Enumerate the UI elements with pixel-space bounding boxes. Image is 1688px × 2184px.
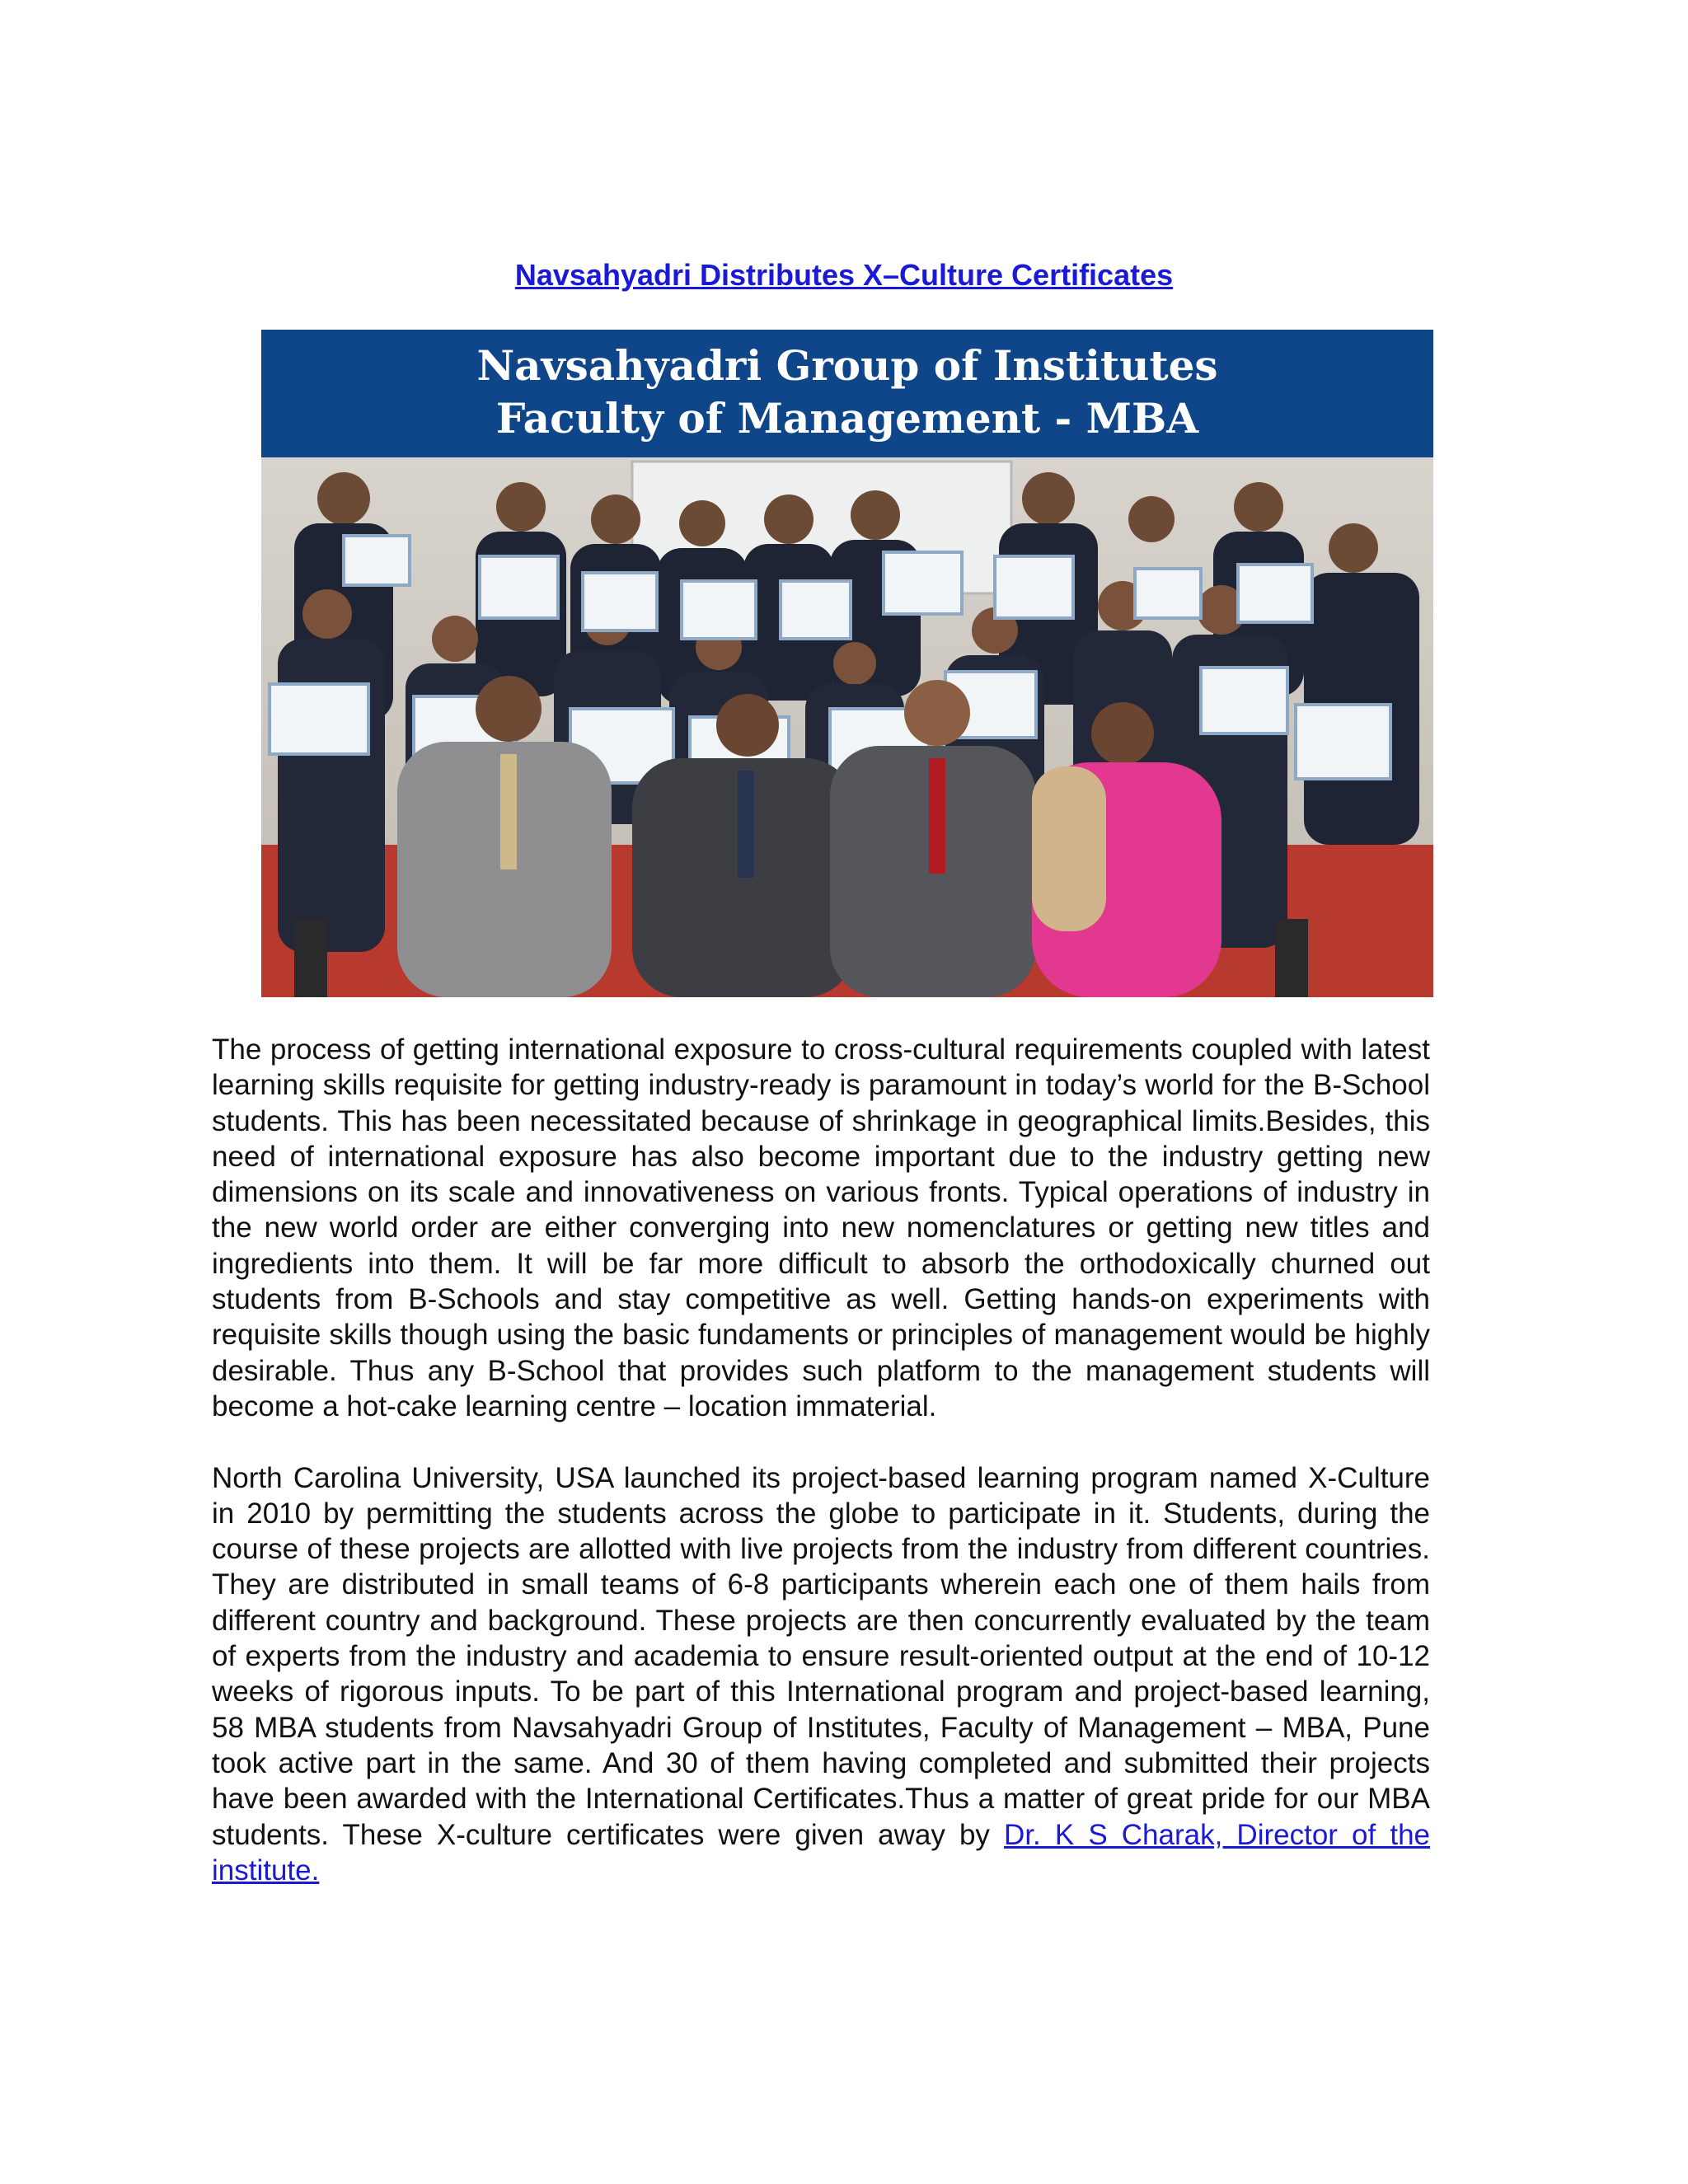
banner-line-1: Navsahyadri Group of Institutes (476, 341, 1218, 390)
paragraph-2 (212, 1460, 1430, 1889)
group-photo-scene (261, 457, 1433, 997)
paragraph-1: The process of getting international exposure to cross-cultural requirements coupled with latest learning skills requisite for getting industry-ready is paramount in today’s world for the B-School students. This has been necessitated because of shrinkage in geographical limits.Besides, this need of international exposure has also become important due to the industry getting new dimensions on its scale and innovativeness on various fronts. Typical operations of industry in the new world order are either converging into new nomenclatures or getting new titles and ingredients into them. It will be far more difficult to absorb the orthodoxically churned out students from B-Schools and stay competitive as well. Getting hands-on experiments with requisite skills though using the basic fundaments or principles of management would be highly desirable. Thus any B-School that provides such platform to the management students will become a hot-cake learning centre – location immaterial. (212, 1033, 1430, 1422)
director-link[interactable]: Dr. K S Charak, Director of the institute. (212, 1818, 1430, 1886)
group-photo (261, 330, 1433, 997)
article-body (212, 1032, 1430, 1924)
page-title[interactable]: Navsahyadri Distributes X–Culture Certificates (514, 258, 1174, 292)
photo-banner-header (261, 330, 1433, 457)
banner-line-2: Faculty of Management - MBA (495, 394, 1199, 443)
paragraph-2-text: North Carolina University, USA launched its project-based learning program named X-Culture in 2010 by permitting the students across the globe to participate in it. Students, during the course of these projects are allotted with live projects from the industry from different countries. They are distributed in small teams of 6-8 participants wherein each one of them hails from different country and background. These projects are then concurrently evaluated by the team of experts from the industry and academia to ensure result-oriented output at the end of 10-12 weeks of rigorous inputs. To be part of this International program and project-based learning, 58 MBA students from Navsahyadri Group of Institutes, Faculty of Management – MBA, Pune took active part in the same. And 30 of them having completed and submitted their projects have been awarded with the International Certificates.Thus a matter of great pride for our MBA students. These X-culture certificates were given away by (212, 1461, 1430, 1851)
